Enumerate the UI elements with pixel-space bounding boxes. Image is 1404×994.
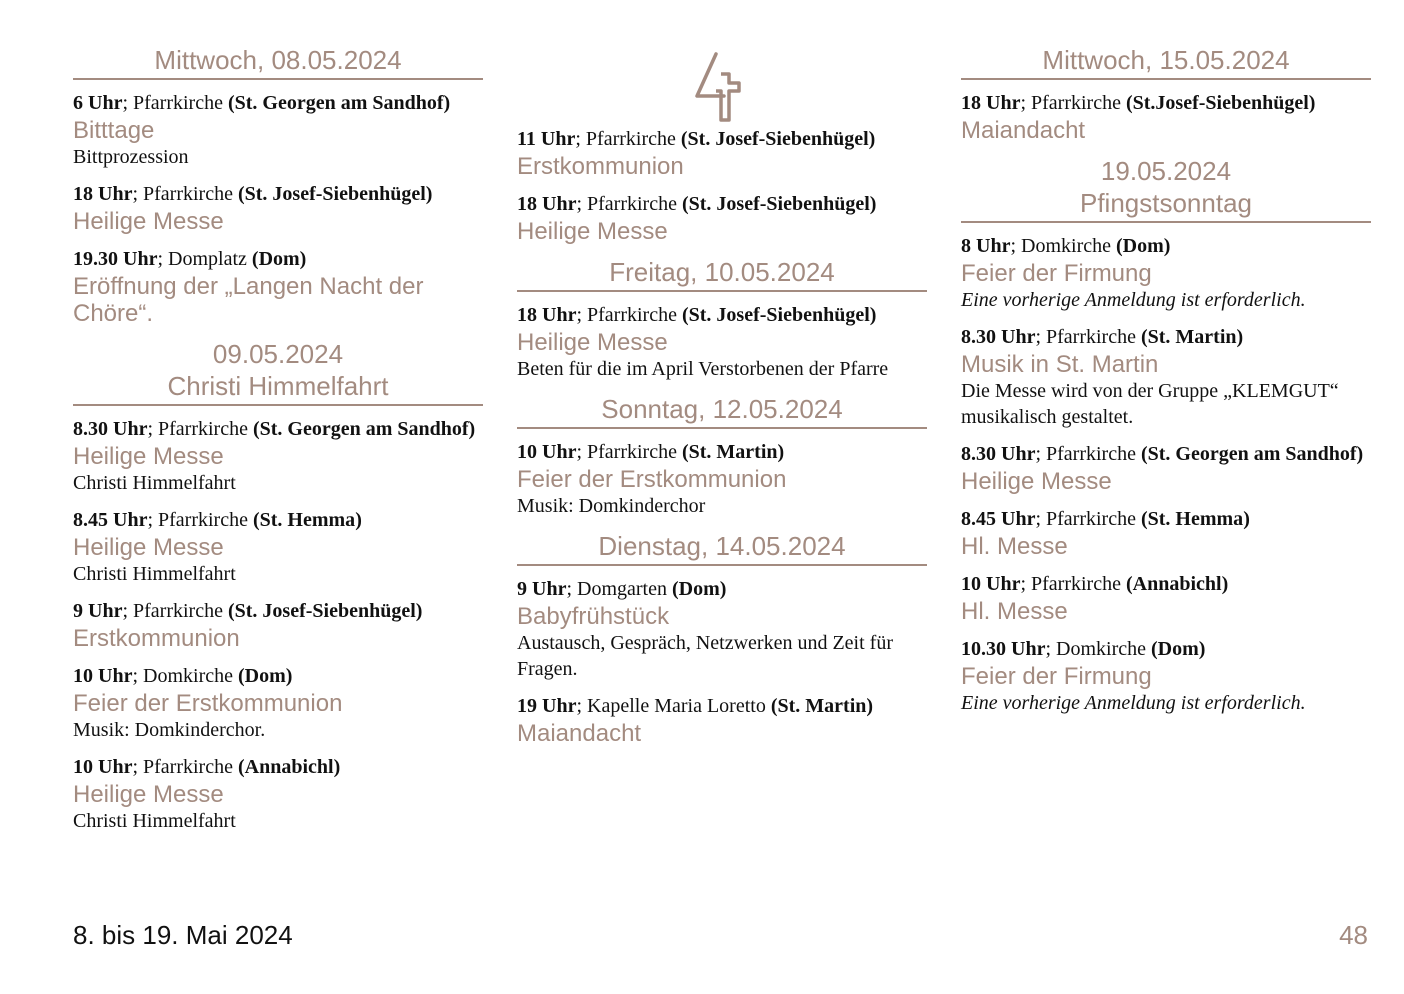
event-time: 19.30 Uhr [73,248,158,270]
event-title: Feier der Firmung [961,663,1152,690]
event-title: Heilige Messe [517,218,668,245]
event-time: 18 Uhr [961,92,1021,114]
event-description: Austausch, Gespräch, Netzwerken und Zeit für Fragen. [517,632,893,680]
event-meta: 9 Uhr; Domgarten (Dom) [517,578,727,600]
event-parish: St. Georgen am Sandhof [1147,443,1357,465]
event-entry [73,416,483,496]
event-entry [517,576,927,682]
event-time: 18 Uhr [73,183,133,205]
event-place: Domkirche [1056,638,1146,660]
event-parish: St. Georgen am Sandhof [259,418,469,440]
event-time: 9 Uhr [517,578,567,600]
event-parish: Dom [244,665,286,687]
event-meta: 10.30 Uhr; Domkirche (Dom) [961,638,1206,660]
day-heading: Sonntag, 12.05.2024 [517,393,927,429]
event-place: Pfarrkirche [587,193,677,215]
event-meta: 10 Uhr; Pfarrkirche (St. Martin) [517,441,785,463]
event-title: Eröffnung der „Langen Nacht der Chöre“. [73,273,424,327]
event-entry [961,506,1371,560]
event-parish: Dom [678,578,720,600]
event-description: Eine vorherige Anmeldung ist erforderlich. [961,692,1306,714]
day-heading: Freitag, 10.05.2024 [517,256,927,292]
event-time: 11 Uhr [517,128,576,150]
event-entry [73,181,483,235]
event-title: Heilige Messe [73,443,224,470]
event-title: Musik in St. Martin [961,351,1159,378]
event-time: 6 Uhr [73,92,123,114]
event-parish: St. Josef-Siebenhügel [688,304,870,326]
event-description: Musik: Domkinderchor [517,495,706,517]
event-title: Heilige Messe [517,329,668,356]
event-meta: 8.45 Uhr; Pfarrkirche (St. Hemma) [961,508,1250,530]
event-parish: St. Josef-Siebenhügel [687,128,869,150]
day-heading [961,155,1371,223]
event-time: 8 Uhr [961,235,1011,257]
event-meta: 8.30 Uhr; Pfarrkirche (St. Georgen am Sandhof) [73,418,476,440]
event-place: Pfarrkirche [143,756,233,778]
event-place: Domkirche [1021,235,1111,257]
event-time: 10 Uhr [73,665,133,687]
event-description: Christi Himmelfahrt [73,563,236,585]
event-time: 10 Uhr [961,573,1021,595]
event-place: Kapelle Maria Loretto [587,695,766,717]
event-meta: 19.30 Uhr; Domplatz (Dom) [73,248,307,270]
event-place: Pfarrkirche [1046,508,1136,530]
event-parish: St. Josef-Siebenhügel [688,193,870,215]
event-place: Pfarrkirche [587,441,677,463]
event-place: Pfarrkirche [1046,443,1136,465]
event-place: Pfarrkirche [143,183,233,205]
event-meta: 8 Uhr; Domkirche (Dom) [961,235,1171,257]
event-description: Beten für die im April Verstorbenen der Pfarre [517,358,889,380]
event-time: 8.30 Uhr [73,418,148,440]
day-heading-date: 19.05.2024 [1100,156,1232,186]
event-place: Pfarrkirche [158,418,248,440]
event-parish: Dom [1157,638,1199,660]
event-entry [961,636,1371,716]
event-meta: 18 Uhr; Pfarrkirche (St.Josef-Siebenhügel) [961,92,1316,114]
event-title: Bitttage [73,117,155,144]
event-meta: 6 Uhr; Pfarrkirche (St. Georgen am Sandhof) [73,92,451,114]
event-place: Pfarrkirche [133,600,223,622]
event-parish: St. Martin [1147,326,1237,348]
column-middle [517,50,927,758]
event-entry [517,302,927,382]
day-heading-name: Christi Himmelfahrt [167,371,389,401]
event-time: 19 Uhr [517,695,577,717]
event-description: Bittprozession [73,146,189,168]
event-entry [517,191,927,245]
event-title: Heilige Messe [73,781,224,808]
event-entry [961,233,1371,313]
event-title: Maiandacht [517,720,642,747]
event-parish: St. Hemma [1147,508,1244,530]
event-parish: Annabichl [1132,573,1222,595]
event-title: Erstkommunion [73,625,240,652]
event-time: 10 Uhr [517,441,577,463]
event-parish: St. Martin [777,695,867,717]
day-heading: Dienstag, 14.05.2024 [517,530,927,566]
event-time: 10 Uhr [73,756,133,778]
event-time: 8.45 Uhr [73,509,148,531]
event-time: 18 Uhr [517,304,577,326]
page-number: 48 [1339,920,1368,950]
event-description: Christi Himmelfahrt [73,810,236,832]
event-time: 18 Uhr [517,193,577,215]
event-time: 8.30 Uhr [961,326,1036,348]
event-entry [961,571,1371,625]
event-entry [73,754,483,834]
day-heading: Mittwoch, 15.05.2024 [961,44,1371,80]
event-place: Pfarrkirche [1031,573,1121,595]
event-parish: St. Josef-Siebenhügel [244,183,426,205]
event-place: Pfarrkirche [1031,92,1121,114]
event-title: Feier der Erstkommunion [73,690,343,717]
event-parish: Dom [1122,235,1164,257]
event-meta: 10 Uhr; Pfarrkirche (Annabichl) [961,573,1229,595]
event-parish: St.Josef-Siebenhügel [1132,92,1309,114]
event-time: 9 Uhr [73,600,123,622]
event-meta: 11 Uhr; Pfarrkirche (St. Josef-Siebenhügel) [517,128,876,150]
event-parish: St. Martin [688,441,778,463]
event-parish: St. Josef-Siebenhügel [234,600,416,622]
event-meta: 8.30 Uhr; Pfarrkirche (St. Martin) [961,326,1244,348]
event-entry [961,90,1371,144]
event-place: Pfarrkirche [158,509,248,531]
column-right [961,44,1371,727]
event-entry [73,246,483,327]
event-place: Pfarrkirche [1046,326,1136,348]
event-title: Feier der Erstkommunion [517,466,787,493]
event-title: Heilige Messe [73,534,224,561]
event-description: Musik: Domkinderchor. [73,719,266,741]
event-title: Maiandacht [961,117,1086,144]
event-entry [961,441,1371,495]
event-meta: 18 Uhr; Pfarrkirche (St. Josef-Siebenhügel) [517,193,877,215]
event-title: Hl. Messe [961,598,1068,625]
event-entry [517,126,927,180]
event-entry [517,693,927,747]
event-place: Pfarrkirche [133,92,223,114]
event-meta: 8.45 Uhr; Pfarrkirche (St. Hemma) [73,509,362,531]
event-place: Pfarrkirche [585,128,676,150]
event-parish: St. Georgen am Sandhof [234,92,444,114]
event-meta: 9 Uhr; Pfarrkirche (St. Josef-Siebenhügel) [73,600,423,622]
event-meta: 18 Uhr; Pfarrkirche (St. Josef-Siebenhügel) [73,183,433,205]
event-entry [73,598,483,652]
event-title: Erstkommunion [517,153,684,180]
event-title: Heilige Messe [961,468,1112,495]
event-entry [73,507,483,587]
event-parish: Annabichl [244,756,334,778]
event-time: 10.30 Uhr [961,638,1046,660]
day-heading-date: 09.05.2024 [212,339,344,369]
event-place: Domplatz [168,248,247,270]
event-description: Christi Himmelfahrt [73,472,236,494]
event-description: Eine vorherige Anmeldung ist erforderlich. [961,289,1306,311]
event-meta: 18 Uhr; Pfarrkirche (St. Josef-Siebenhügel) [517,304,877,326]
event-place: Pfarrkirche [587,304,677,326]
event-entry [73,663,483,743]
day-heading-name: Pfingstsonntag [1079,188,1252,218]
event-meta: 10 Uhr; Pfarrkirche (Annabichl) [73,756,341,778]
event-parish: St. Hemma [259,509,356,531]
event-entry [961,324,1371,430]
day-heading: Mittwoch, 08.05.2024 [73,44,483,80]
event-meta: 19 Uhr; Kapelle Maria Loretto (St. Martin) [517,695,874,717]
event-meta: 8.30 Uhr; Pfarrkirche (St. Georgen am Sandhof) [961,443,1364,465]
footer-date-range: 8. bis 19. Mai 2024 [73,920,293,950]
event-place: Domkirche [143,665,233,687]
event-time: 8.30 Uhr [961,443,1036,465]
event-time: 8.45 Uhr [961,508,1036,530]
event-entry [517,439,927,519]
event-title: Feier der Firmung [961,260,1152,287]
event-title: Hl. Messe [961,533,1068,560]
event-title: Babyfrühstück [517,603,670,630]
event-entry [73,90,483,170]
column-left [73,44,483,845]
number-four-cross-logo [694,50,750,124]
event-parish: Dom [258,248,300,270]
event-title: Heilige Messe [73,208,224,235]
day-heading [73,338,483,406]
event-place: Domgarten [577,578,667,600]
event-meta: 10 Uhr; Domkirche (Dom) [73,665,293,687]
event-description: Die Messe wird von der Gruppe „KLEMGUT“ musikalisch gestaltet. [961,380,1339,428]
